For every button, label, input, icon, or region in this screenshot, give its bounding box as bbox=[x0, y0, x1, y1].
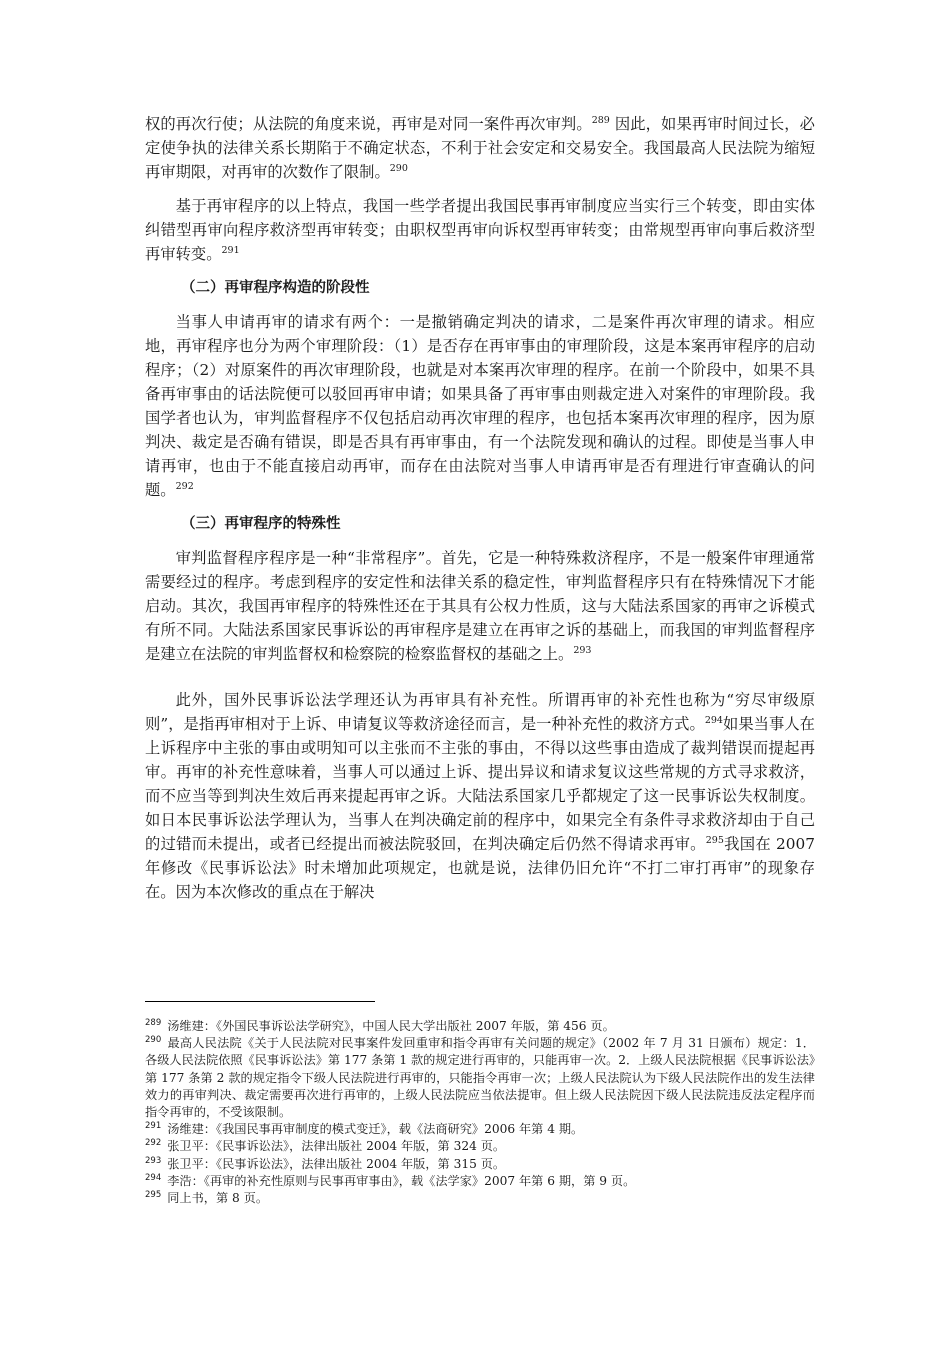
paragraph: 当事人申请再审的请求有两个：一是撤销确定判决的请求，二是案件再次审理的请求。相应地，再审程序也分为两个审理阶段：（1）是否存在再审事由的审理阶段，这是本案再审程序的启动程序；（2）对原案件的再次审理阶段，也就是对本案再次审理的程序。在前一个阶段中，如果不具备再审事由的话法院便可以驳回再审申请；如果具备了再审事由则裁定进入对案件的审理阶段。我国学者也认为，审判监督程序不仅包括启动再次审理的程序，也包括本案再次审理的程序，因为原判决、裁定是否确有错误，即是否具有再审事由，有一个法院发现和确认的过程。即使是当事人申请再审，也由于不能直接启动再审，而存在由法院对当事人申请再审是否有理进行审查确认的问题。$^{292}$ bbox=[145, 313, 815, 499]
footnote: $^{290}$ 最高人民法院《关于人民法院对民事案件发回重审和指令再审有关问题的规定》（2002 年 7 月 31 日颁布）规定：1．各级人民法院依照《民事诉讼法》第 177 条第 1 款的规定进行再审的，只能再审一次。2．上级人民法院根据《民事诉讼法》第 177 条第 2 款的规定指令下级人民法院进行再审的，只能指令再审一次；上级人民法院认为下级人民法院作出的发生法律效力的再审判决、裁定需要再次进行再审的，上级人民法院应当依法提审。但上级人民法院因下级人民法院违反法定程序而指令再审的，不受该限制。 bbox=[145, 1035, 815, 1120]
footnote-ref[interactable]: 291 bbox=[221, 244, 240, 256]
footnote-separator bbox=[145, 1001, 375, 1002]
footnote: $^{294}$ 李浩：《再审的补充性原则与民事再审事由》，载《法学家》2007 年第 6 期，第 9 页。 bbox=[145, 1172, 636, 1188]
footnote: $^{293}$ 张卫平：《民事诉讼法》，法律出版社 2004 年版，第 315 页。 bbox=[145, 1155, 506, 1171]
footnote-ref[interactable]: 290 bbox=[389, 162, 408, 174]
footnote-ref[interactable]: 289 bbox=[591, 114, 610, 126]
section-heading: （二）再审程序构造的阶段性 bbox=[181, 280, 370, 296]
paragraph: 审判监督程序程序是一种“非常程序”。首先，它是一种特殊救济程序，不是一般案件审理通常需要经过的程序。考虑到程序的安定性和法律关系的稳定性，审判监督程序只有在特殊情况下才能启动。其次，我国再审程序的特殊性还在于其具有公权力性质，这与大陆法系国家的再审之诉模式有所不同。大陆法系国家民事诉讼的再审程序是建立在再审之诉的基础上，而我国的审判监督程序是建立在法院的审判监督权和检察院的检察监督权的基础之上。$^{293}$ bbox=[145, 549, 815, 663]
footnote-ref[interactable]: 292 bbox=[175, 480, 194, 492]
footnote: $^{291}$ 汤维建：《我国民事再审制度的模式变迁》，载《法商研究》2006 年第 4 期。 bbox=[145, 1121, 584, 1137]
footnote-ref[interactable]: 293 bbox=[573, 644, 592, 656]
document-body bbox=[145, 112, 815, 904]
footnote: $^{289}$ 汤维建：《外国民事诉讼法学研究》，中国人民大学出版社 2007 年版，第 456 页。 bbox=[145, 1017, 615, 1033]
paragraph: 基于再审程序的以上特点，我国一些学者提出我国民事再审制度应当实行三个转变，即由实体纠错型再审向程序救济型再审转变；由职权型再审向诉权型再审转变；由常规型再审向事后救济型再审转变。$^{291}$ bbox=[145, 197, 815, 263]
footnote: $^{292}$ 张卫平：《民事诉讼法》，法律出版社 2004 年版，第 324 页。 bbox=[145, 1138, 506, 1154]
footnote: $^{295}$ 同上书，第 8 页。 bbox=[145, 1189, 269, 1206]
footnotes bbox=[145, 1018, 815, 1207]
paragraph: 此外，国外民事诉讼法学理还认为再审具有补充性。所谓再审的补充性也称为“穷尽审级原则”，是指再审相对于上诉、申请复议等救济途径而言，是一种补充性的救济方式。$^{294}$如果当事人在上诉程序中主张的事由或明知可以主张而不主张的事由，不得以这些事由造成了裁判错误而提起再审。再审的补充性意味着，当事人可以通过上诉、提出异议和请求复议这些常规的方式寻求救济，而不应当等到判决生效后再来提起再审之诉。大陆法系国家几乎都规定了这一民事诉讼失权制度。如日本民事诉讼法学理认为，当事人在判决确定前的程序中，如果完全有条件寻求救济却由于自己的过错而未提出，或者已经提出而被法院驳回，在判决确定后仍然不得请求再审。$^{295}$我国在 2007 年修改《民事诉讼法》时未增加此项规定，也就是说，法律仍旧允许“不打二审打再审”的现象存在。因为本次修改的重点在于解决 bbox=[145, 691, 815, 901]
footnote-ref[interactable]: 294 bbox=[704, 714, 723, 726]
paragraph: 权的再次行使；从法院的角度来说，再审是对同一案件再次审判。$^{289}$ 因此，如果再审时间过长，必定使争执的法律关系长期陷于不确定状态，不利于社会安定和交易安全。我国最高人民法院为缩短再审期限，对再审的次数作了限制。$^{290}$ bbox=[145, 114, 815, 181]
footnote-ref[interactable]: 295 bbox=[705, 834, 724, 846]
section-heading: （三）再审程序的特殊性 bbox=[181, 516, 341, 532]
